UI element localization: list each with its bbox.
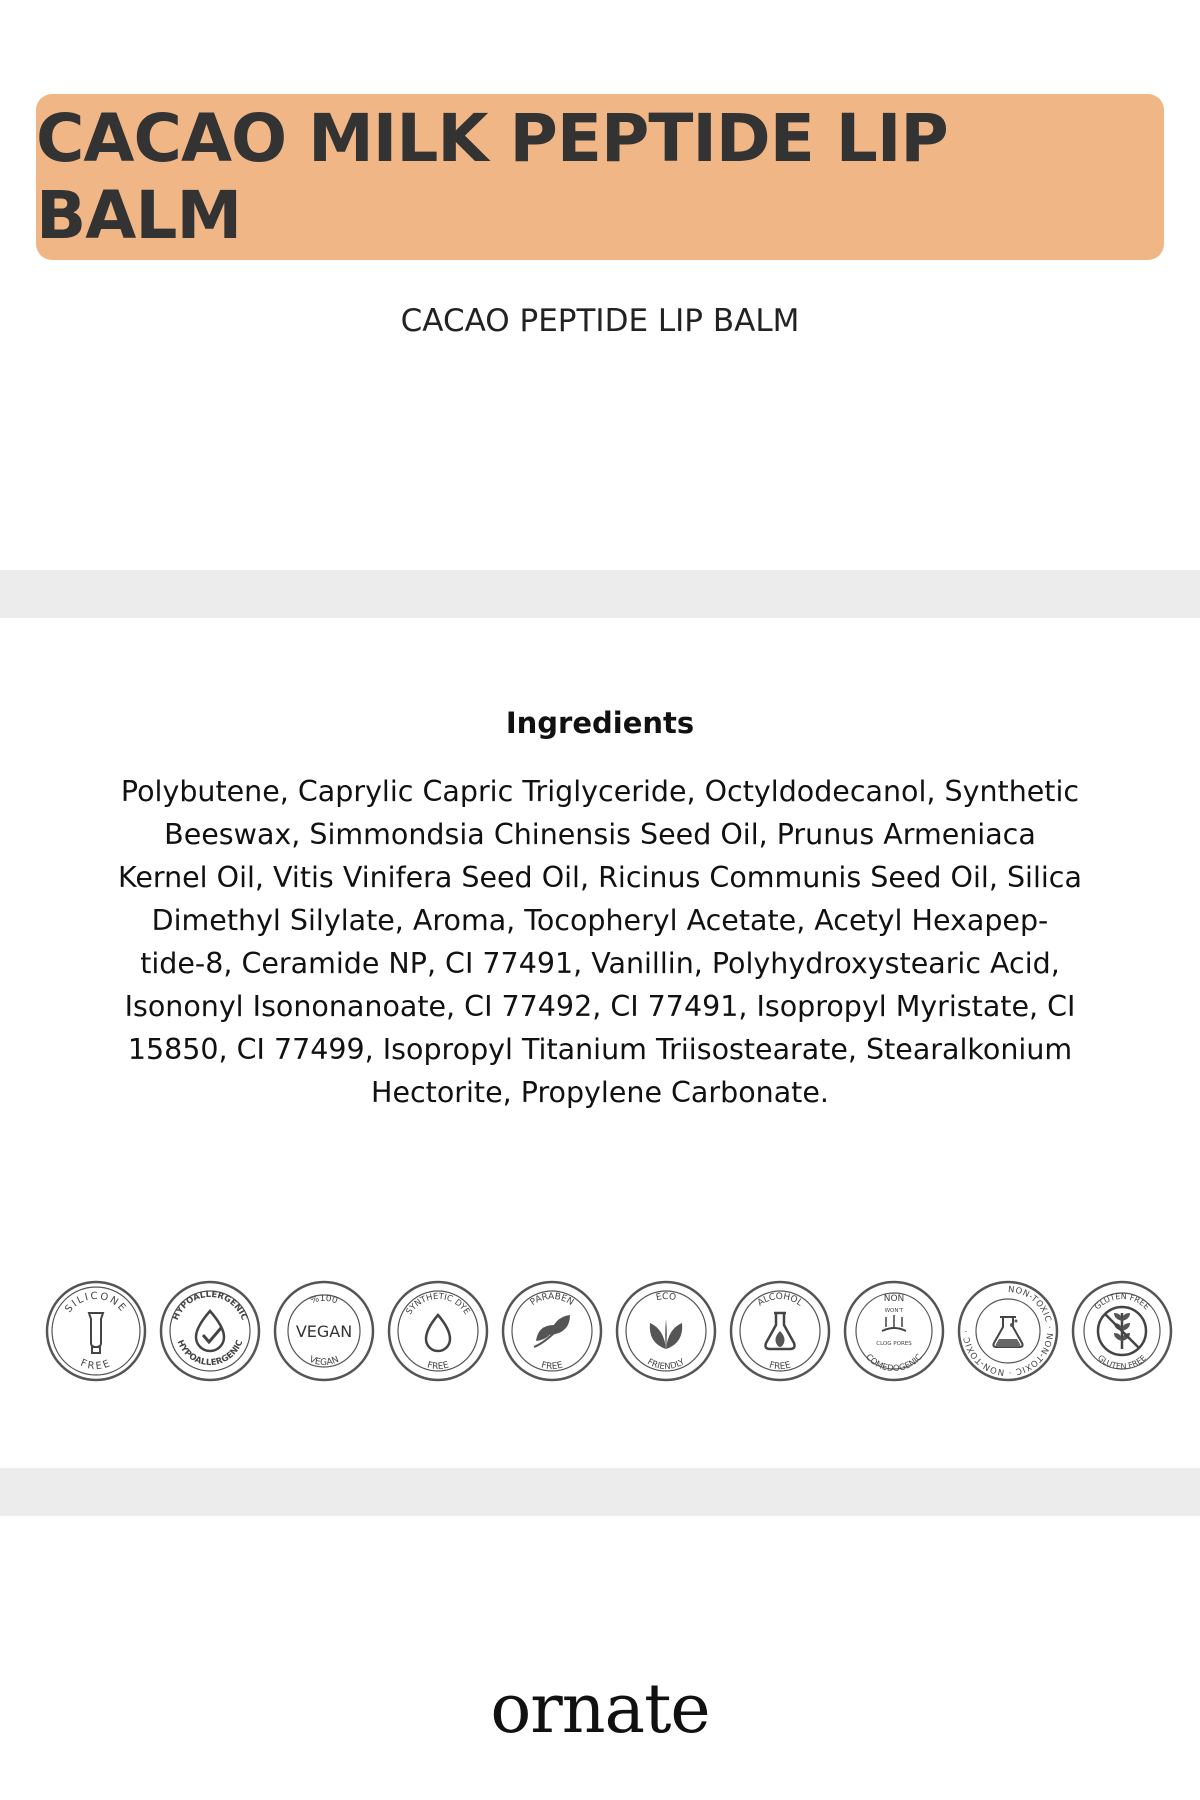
svg-text:GLUTEN FREE — [1093, 1292, 1151, 1312]
svg-text:VEGAN — [308, 1355, 341, 1368]
silicone-free-badge — [44, 1279, 148, 1383]
badge-small-text: WON'T — [884, 1308, 904, 1314]
badge-bottom-text: FREE — [78, 1357, 114, 1373]
eco-leaf-icon — [614, 1279, 718, 1383]
svg-text:SYNTHETIC DYE — [404, 1292, 471, 1317]
beaker-icon — [956, 1279, 1060, 1383]
gluten-free-badge — [1070, 1279, 1174, 1383]
svg-text:FREE — [768, 1360, 792, 1372]
pore-icon — [842, 1279, 946, 1383]
non-toxic-badge — [956, 1279, 1060, 1383]
badge-bottom-text: FREE — [426, 1360, 450, 1373]
badge-top-text: %100 — [309, 1293, 339, 1307]
badge-top-text: SILICONE — [63, 1290, 129, 1315]
leaf-icon — [500, 1279, 604, 1383]
badge-top-text: NON — [883, 1294, 905, 1304]
ingredients-line: Hectorite, Propylene Carbonate. — [371, 1076, 829, 1109]
ingredients-list — [100, 770, 1100, 1114]
alcohol-free-badge — [728, 1279, 832, 1383]
badge-top-text: ECO — [655, 1291, 677, 1304]
badge-bottom-text: FREE — [768, 1360, 792, 1373]
badge-top-text: HYPOALLERGENIC — [171, 1289, 249, 1322]
badge-bottom-text: HYPOALLERGENIC — [174, 1338, 246, 1369]
divider-band — [0, 1468, 1200, 1516]
eco-friendly-badge — [614, 1279, 718, 1383]
product-subtitle: CACAO PEPTIDE LIP BALM — [400, 303, 800, 339]
paraben-free-badge — [500, 1279, 604, 1383]
check-drop-icon — [158, 1279, 262, 1383]
svg-text:FREE — [540, 1360, 564, 1372]
svg-text:%100 — [309, 1294, 339, 1307]
badge-center-text: VEGAN — [295, 1322, 353, 1341]
non-comedogenic-badge — [842, 1279, 946, 1383]
hypoallergenic-badge — [158, 1279, 262, 1383]
ingredients-heading: Ingredients — [505, 706, 695, 740]
svg-text:ECO — [655, 1292, 677, 1303]
badge-small-text: CLOG PORES — [876, 1341, 912, 1347]
badge-bottom-text: VEGAN — [307, 1354, 341, 1369]
svg-text:COMEDOGENIC — [863, 1352, 924, 1374]
ingredients-line: Beeswax, Simmondsia Chinensis Seed Oil, Prunus Armeniaca — [164, 818, 1036, 851]
svg-text:FREE — [79, 1358, 113, 1373]
badge-top-text: SYNTHETIC DYE — [404, 1291, 472, 1317]
product-title: CACAO MILK PEPTIDE LIP BALM — [36, 100, 948, 254]
ingredients-line: Dimethyl Silylate, Aroma, Tocopheryl Acetate, Acetyl Hexapep- — [151, 904, 1049, 937]
badge-bottom-text: FREE — [540, 1360, 564, 1373]
ingredients-line: Polybutene, Caprylic Capric Triglyceride, Octyldodecanol, Synthetic — [120, 775, 1080, 808]
svg-text:FRIENDLY — [645, 1357, 687, 1372]
ingredients-line: Isononyl Isononanoate, CI 77492, CI 77491, Isopropyl Myristate, CI — [124, 990, 1076, 1023]
svg-text:SILICONE — [63, 1291, 129, 1315]
svg-text:HYPOALLERGENIC — [171, 1290, 249, 1322]
badge-ring-text: NON-TOXIC · NON-TOXIC · NON-TOXIC · — [961, 1284, 1054, 1378]
ingredients-line: tide-8, Ceramide NP, CI 77491, Vanillin, Polyhydroxystearic Acid, — [140, 947, 1060, 980]
drop-icon — [386, 1279, 490, 1383]
ingredients-line: 15850, CI 77499, Isopropyl Titanium Triisostearate, Stearalkonium — [127, 1033, 1073, 1066]
tube-icon — [44, 1279, 148, 1383]
divider-band — [0, 570, 1200, 618]
vegan-badge — [272, 1279, 376, 1383]
badge-top-text: PARABEN — [528, 1291, 576, 1309]
synthetic-dye-free-badge — [386, 1279, 490, 1383]
certification-badges — [44, 1279, 1174, 1385]
badge-bottom-text: FRIENDLY — [645, 1357, 687, 1373]
brand-logo: ornate — [490, 1670, 710, 1749]
flask-flame-icon — [728, 1279, 832, 1383]
badge-bottom-text: GLUTEN FREE — [1096, 1353, 1148, 1372]
badge-bottom-text: COMEDOGENIC — [863, 1352, 925, 1375]
vegan-text-icon — [272, 1279, 376, 1383]
title-banner — [36, 94, 1164, 260]
ingredients-line: Kernel Oil, Vitis Vinifera Seed Oil, Ricinus Communis Seed Oil, Silica — [118, 861, 1082, 894]
badge-top-text: ALCOHOL — [755, 1291, 805, 1309]
badge-top-text: GLUTEN FREE — [1092, 1291, 1152, 1312]
svg-text:FREE — [426, 1360, 450, 1372]
wheat-crossed-icon — [1070, 1279, 1174, 1383]
